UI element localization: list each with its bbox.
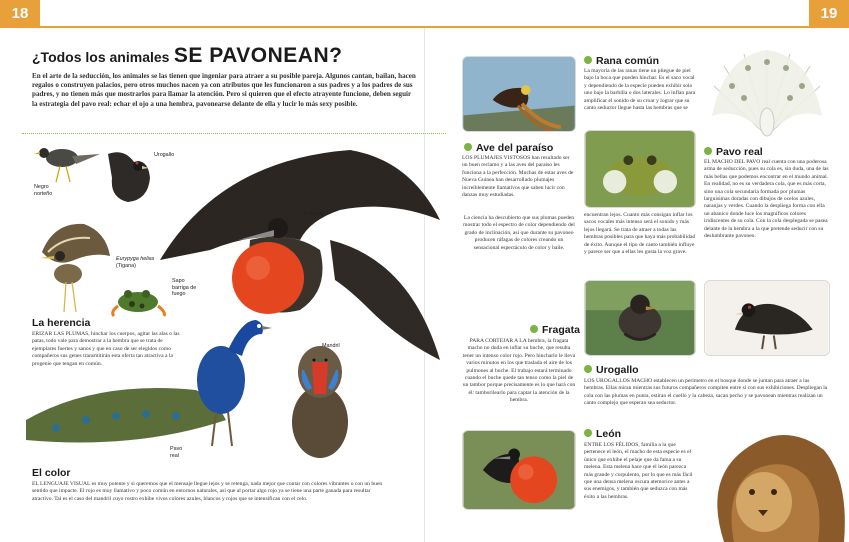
text-leon: ENTRE LOS FÉLIDOS, familia a la que pertenece el león, el macho de esta especie es el único que exhibe el pelaje que da fama a su melena. Esta melena hace que el león parezca más grande y corpulento, por lo que es más fácil que una densa melena oscura atemorice antes a sus enemigos, y también que seduzca con más éxito a las hembras. [584,442,693,500]
top-bar [0,0,849,28]
caption-mandril: Mandril [322,343,340,349]
heading-leon: León [584,428,621,440]
caption-urogallo: Urogallo [154,152,175,158]
text-rana-1: La mayoría de las ranas tiene un pliegue de piel bajo la boca que pueden hinchar. Es el saco vocal y dependiendo de la especie pueden exhibir solo uno bajo la barbilla o dos laterales. Lo inflan para amplificar el sonido de su croar y lograr que su canto seductor llegue hasta las hembras que se [584,68,696,112]
bullet-icon [704,147,712,155]
photo-pavo-real [704,46,830,142]
heading-pavo-real: Pavo real [704,146,763,158]
photo-urogallo [704,280,830,356]
bullet-icon [584,56,592,64]
heading-urogallo: Urogallo [584,364,639,376]
photo-fragata-buche [462,430,576,510]
caption-fragata: Fragata [304,211,323,217]
photo-fragata-perched [584,280,696,356]
text-ave-paraiso-2: La ciencia ha descubierto que sus plumas pueden mostrar todo el espectro de color dependiendo del grado de inclinación, así que durante su pavoneo producen ráfagas de colores creando un sensacional espectáculo de color y baile. [463,215,575,251]
title-part-2: SE PAVONEAN? [173,44,343,67]
photo-leon [694,420,849,542]
negro-norteno-illustration [32,142,102,184]
page-number-left: 18 [0,0,40,28]
text-rana-2: encuentran lejos. Cuanto más consigan inflar los sacos vocales más intenso será el sonido y más lejos llegará. Se trata de atraer a todas las hembras posibles para que haya más probabilidad de éxito. Aunque el tipo de canto también influye y parece ser que a ellas les gusta la voz grave. [584,212,696,256]
heading-ave-paraiso: Ave del paraíso [464,142,553,154]
caption-pavo: Pavo real [170,446,183,459]
heading-color: El color [32,467,71,479]
heading-fragata: Fragata [530,324,580,336]
urogallo-small-illustration [104,148,154,204]
divider [22,133,446,134]
text-herencia: ERIZAR LAS PLUMAS, hinchar los cuerpos, agitar las alas o las patas, todo vale para demostrar a la hembra que se trata de ejemplares fuertes y sanos y que en caso de ser elegidos como compañeros sus genes transmitirán esta oferta tan atractiva a la progenie que tengan en común. [32,331,180,367]
heading-rana: Rana común [584,55,659,67]
photo-rana [584,130,696,208]
caption-negro-norteno: Negro norteño [34,184,53,197]
caption-sapo: Sapo barriga de fuego [172,278,197,298]
intro-text: En el arte de la seducción, los animales se las tienen que ingeniar para atraer a su posible pareja. Algunos cantan, bailan, hacen regalos o construyen palacios, pero otros muchos nacen ya con atributos que les funcionaron a sus padres y a los padres de sus padres, y no tienen más que mostrarlos para llamar la atención. Pero si quieren que el efecto atrayente funcione, deben seguir la estrategia del pavo real: echar el ojo a una hembra, pavonearse delante de ella y lucir lo más sexy posible. [32,72,416,108]
photo-ave-paraiso [462,56,576,132]
text-pavo-real: EL MACHO DEL PAVO real cuenta con una poderosa arma de seducción, pues su cola es, sin duda, una de las más bellas que podemos encontrar en el mundo animal. En realidad, no es su verdadera cola, que es más corta, sino una cola secundaria formada por plumas larguísimas doradas con dibujos de ocelos azules, naranjas y verdes. Cuando la despliega forma con ella un abanico donde luce los magníficos colores iridiscentes de su cola. Con la cola desplegada se pasea delante de la hembra a la que pretende seducir con su deslumbrante pavoneo. [704,159,829,240]
text-fragata: PARA CORTEJAR A LA hembra, la fragata macho no duda en inflar su buche, que resulta tener un intenso color rojo. Pero hincharlo le lleva varios minutos en los que traslada el aire de los pulmones al buche. El trabajo estará terminado cuando el buche quede tan tenso como la piel de un tambor porque precisamente es lo que hará con él: tamborilearlo para captar la atención de la hembra. [462,338,576,404]
text-color: EL LENGUAJE VISUAL es muy potente y si queremos que el mensaje llegue lejos y se retenga, nada mejor que contar con colores vibrantes o con un buen sentido que impacte. El rojo es muy llamativo y poco común en entornos naturales, así que al portar algo rojo ya se tiene una parte ganada para resultar atractivo. Tal es el caso del mandril cuyo rostro exhibe vivos colores azules, blancos y rojos que se intensifican con el celo. [32,481,383,502]
page-title [32,44,342,68]
page-number-right: 19 [809,0,849,28]
text-ave-paraiso-1: LOS PLUMAJES VISTOSOS han resultado ser un buen reclamo y a las aves del paraíso les funciona a la perfección. Muchas de estas aves de Nueva Guinea han desarrollado plumajes increíblemente llamativos que saben lucir con danzas muy estudiadas. [462,155,574,199]
bullet-icon [584,429,592,437]
bullet-icon [584,365,592,373]
mandril-illustration [282,338,358,462]
bullet-icon [530,325,538,333]
title-part-1: ¿Todos los animales [32,49,170,65]
bullet-icon [464,143,472,151]
heading-herencia: La herencia [32,317,91,329]
caption-eurypyga: Eurypyga helias (Tigana) [116,256,155,269]
text-urogallo: LOS UROGALLOS MACHO establecen un perímetro en el bosque donde se juntan para atraer a las hembras. Ellas miran mientras sus futuros compañeros compiten entre sí con sus exhibiciones. Despliegan la cola con las plumas en punta, estiran el cuello y la cabeza, sacan pecho y se pavonean mientras realizan un canto complejo que esperan sea seductor. [584,378,828,407]
